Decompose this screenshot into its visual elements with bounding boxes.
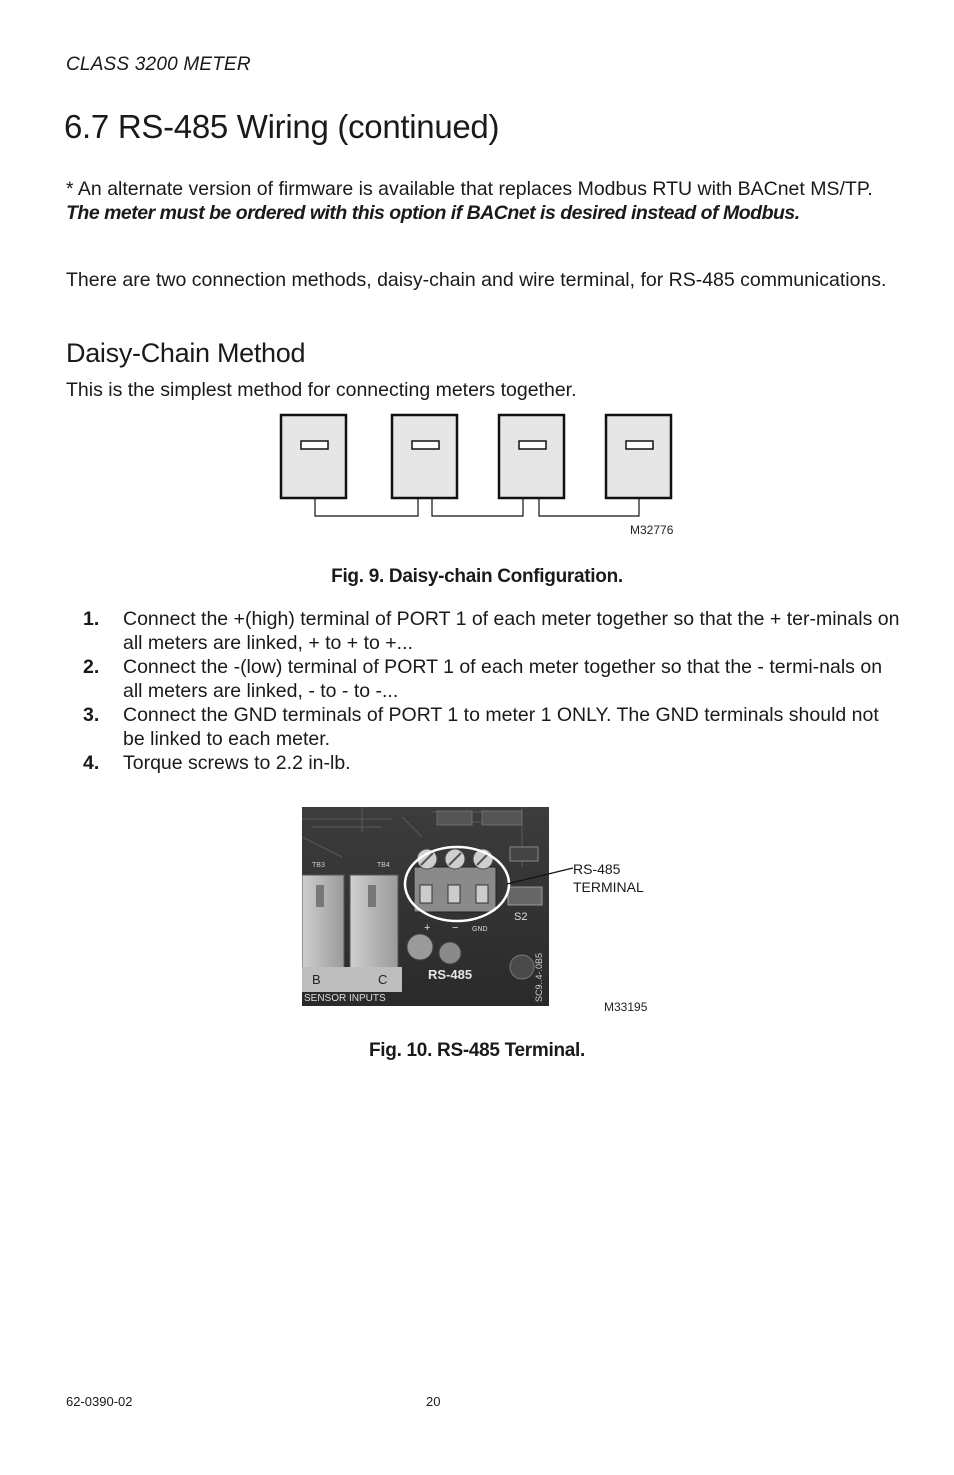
callout-label: [573, 860, 683, 896]
link-wire-3-4: [539, 498, 639, 516]
board-label-rs485: RS-485: [428, 967, 473, 982]
board-label-gnd: GND: [472, 926, 488, 933]
rs485-terminal-photo: [302, 807, 549, 1006]
list-item: [83, 655, 903, 703]
board-label-minus: −: [452, 922, 459, 934]
meter-4: [606, 415, 671, 498]
step-number: 1.: [83, 608, 100, 630]
step-number: 3.: [83, 704, 100, 726]
board-label-tb4: TB4: [377, 862, 390, 869]
meter-1: [281, 415, 346, 498]
step-number: 2.: [83, 656, 100, 678]
steps-list: [83, 607, 903, 775]
meter-2: [392, 415, 457, 498]
step-text: Torque screws to 2.2 in-lb.: [123, 752, 351, 774]
link-wire-2-3: [432, 498, 523, 516]
step-text: Connect the -(low) terminal of PORT 1 of each meter together so that the - termi-nals on all meters are linked, - to - to -...: [123, 656, 883, 702]
running-head: CLASS 3200 METER: [66, 54, 251, 75]
daisy-chain-description: This is the simplest method for connecting meters together.: [66, 379, 577, 401]
board-label-b: B: [312, 972, 321, 987]
daisy-chain-diagram: [275, 410, 685, 540]
board-label-sensor-inputs: SENSOR INPUTS: [304, 993, 386, 1004]
firmware-note-emphasis: The meter must be ordered with this option if BACnet is desired instead of Modbus.: [66, 202, 800, 224]
list-item: [83, 751, 903, 775]
list-item: [83, 703, 903, 751]
board-label-c: C: [378, 972, 388, 987]
link-wire-1-2: [315, 498, 418, 516]
board-label-s2: S2: [514, 911, 528, 923]
step-text: Connect the GND terminals of PORT 1 to meter 1 ONLY. The GND terminals should not be linked to each meter.: [123, 704, 879, 750]
page-number: 20: [426, 1394, 441, 1409]
daisy-chain-heading: Daisy-Chain Method: [66, 338, 306, 368]
board-label-plus: +: [424, 922, 431, 934]
firmware-note-text: * An alternate version of firmware is available that replaces Modbus RTU with BACnet MS/TP.: [66, 178, 873, 200]
callout-leader: [505, 860, 575, 890]
section-title: 6.7 RS-485 Wiring (continued): [64, 108, 500, 145]
firmware-note: [66, 177, 896, 225]
step-text: Connect the +(high) terminal of PORT 1 of each meter together so that the + ter-minals on all meters are linked, + to + to +...: [123, 608, 900, 654]
callout-line-2: TERMINAL: [573, 879, 644, 895]
board-label-part-number: SC9..4-.0B5: [534, 952, 544, 1002]
figure-code: M33195: [604, 1000, 648, 1014]
board-label-tb3: TB3: [312, 862, 325, 869]
callout-line-1: RS-485: [573, 861, 621, 877]
meter-3: [499, 415, 564, 498]
figure-caption: Fig. 10. RS-485 Terminal.: [368, 1040, 585, 1061]
intro-paragraph: There are two connection methods, daisy-chain and wire terminal, for RS-485 communications.: [66, 269, 887, 291]
step-number: 4.: [83, 752, 100, 774]
figure-caption: Fig. 9. Daisy-chain Configuration.: [331, 566, 623, 587]
figure-code: M32776: [630, 523, 674, 537]
list-item: [83, 607, 903, 655]
document-number: 62-0390-02: [66, 1394, 133, 1409]
